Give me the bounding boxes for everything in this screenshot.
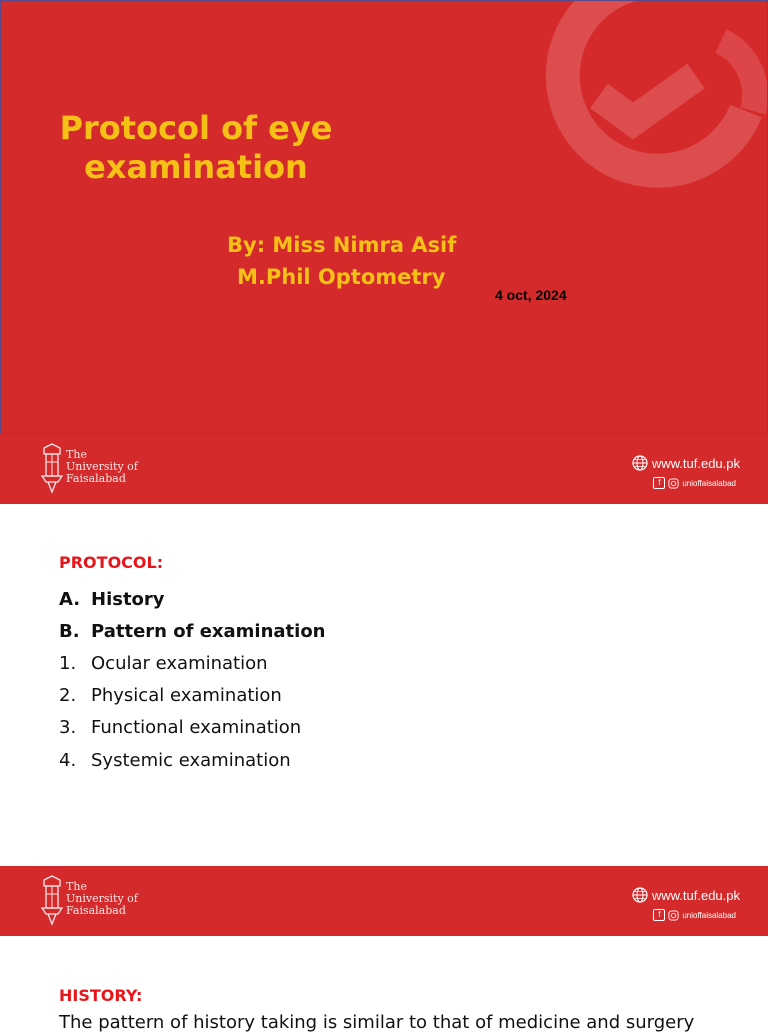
social-handle[interactable] [653, 477, 736, 489]
logo-text-line: The [66, 448, 87, 461]
list-item-text: History [91, 588, 165, 610]
instagram-icon [668, 478, 679, 489]
list-item [59, 680, 326, 712]
social-handle-text: unioffaisalabad [682, 910, 736, 920]
logo-text-line: The [66, 880, 87, 893]
university-logo [40, 874, 160, 928]
list-marker: A. [59, 588, 81, 610]
globe-icon [632, 455, 648, 471]
logo-text-line: Faisalabad [66, 472, 126, 485]
list-marker: 4. [59, 749, 77, 771]
list-item [59, 583, 326, 615]
university-logo [40, 442, 160, 496]
presentation-date: 4 oct, 2024 [495, 287, 567, 303]
website-url: www.tuf.edu.pk [651, 887, 740, 903]
list-marker: 1. [59, 652, 77, 674]
title-slide [0, 0, 768, 434]
university-crest-icon [40, 874, 64, 928]
author-name: By: Miss Nimra Asif [227, 233, 457, 257]
list-marker: 3. [59, 717, 77, 739]
list-item [59, 647, 326, 679]
logo-text-line: University of [66, 460, 138, 473]
facebook-icon: f [653, 477, 665, 489]
website-link[interactable] [632, 455, 740, 471]
website-url: www.tuf.edu.pk [651, 455, 740, 471]
footer-bar [0, 866, 768, 936]
logo-text-line: University of [66, 892, 138, 905]
author-degree: M.Phil Optometry [237, 265, 446, 289]
logo-text-line: Faisalabad [66, 904, 126, 917]
instagram-icon [668, 910, 679, 921]
protocol-heading: PROTOCOL: [59, 553, 164, 572]
social-handle-text: unioffaisalabad [682, 478, 736, 488]
history-heading: HISTORY: [59, 986, 143, 1005]
list-item [59, 615, 326, 647]
history-paragraph: The pattern of history taking is similar to that of medicine and surgery [59, 1012, 695, 1033]
list-item-text: Ocular examination [91, 652, 268, 674]
watermark-logo-icon [521, 1, 768, 231]
footer-bar [0, 434, 768, 504]
list-item-text: Functional examination [91, 717, 302, 739]
facebook-icon: f [653, 909, 665, 921]
list-item [59, 744, 326, 776]
author-block [227, 229, 456, 293]
globe-icon [632, 887, 648, 903]
list-item-text: Pattern of examination [91, 620, 326, 642]
protocol-list [59, 583, 326, 776]
university-crest-icon [40, 442, 64, 496]
list-item-text: Physical examination [91, 685, 282, 707]
social-handle[interactable] [653, 909, 736, 921]
website-link[interactable] [632, 887, 740, 903]
list-marker: B. [59, 620, 80, 642]
list-item-text: Systemic examination [91, 749, 291, 771]
presentation-title: Protocol of eye examination [59, 109, 333, 186]
list-marker: 2. [59, 685, 77, 707]
list-item [59, 712, 326, 744]
